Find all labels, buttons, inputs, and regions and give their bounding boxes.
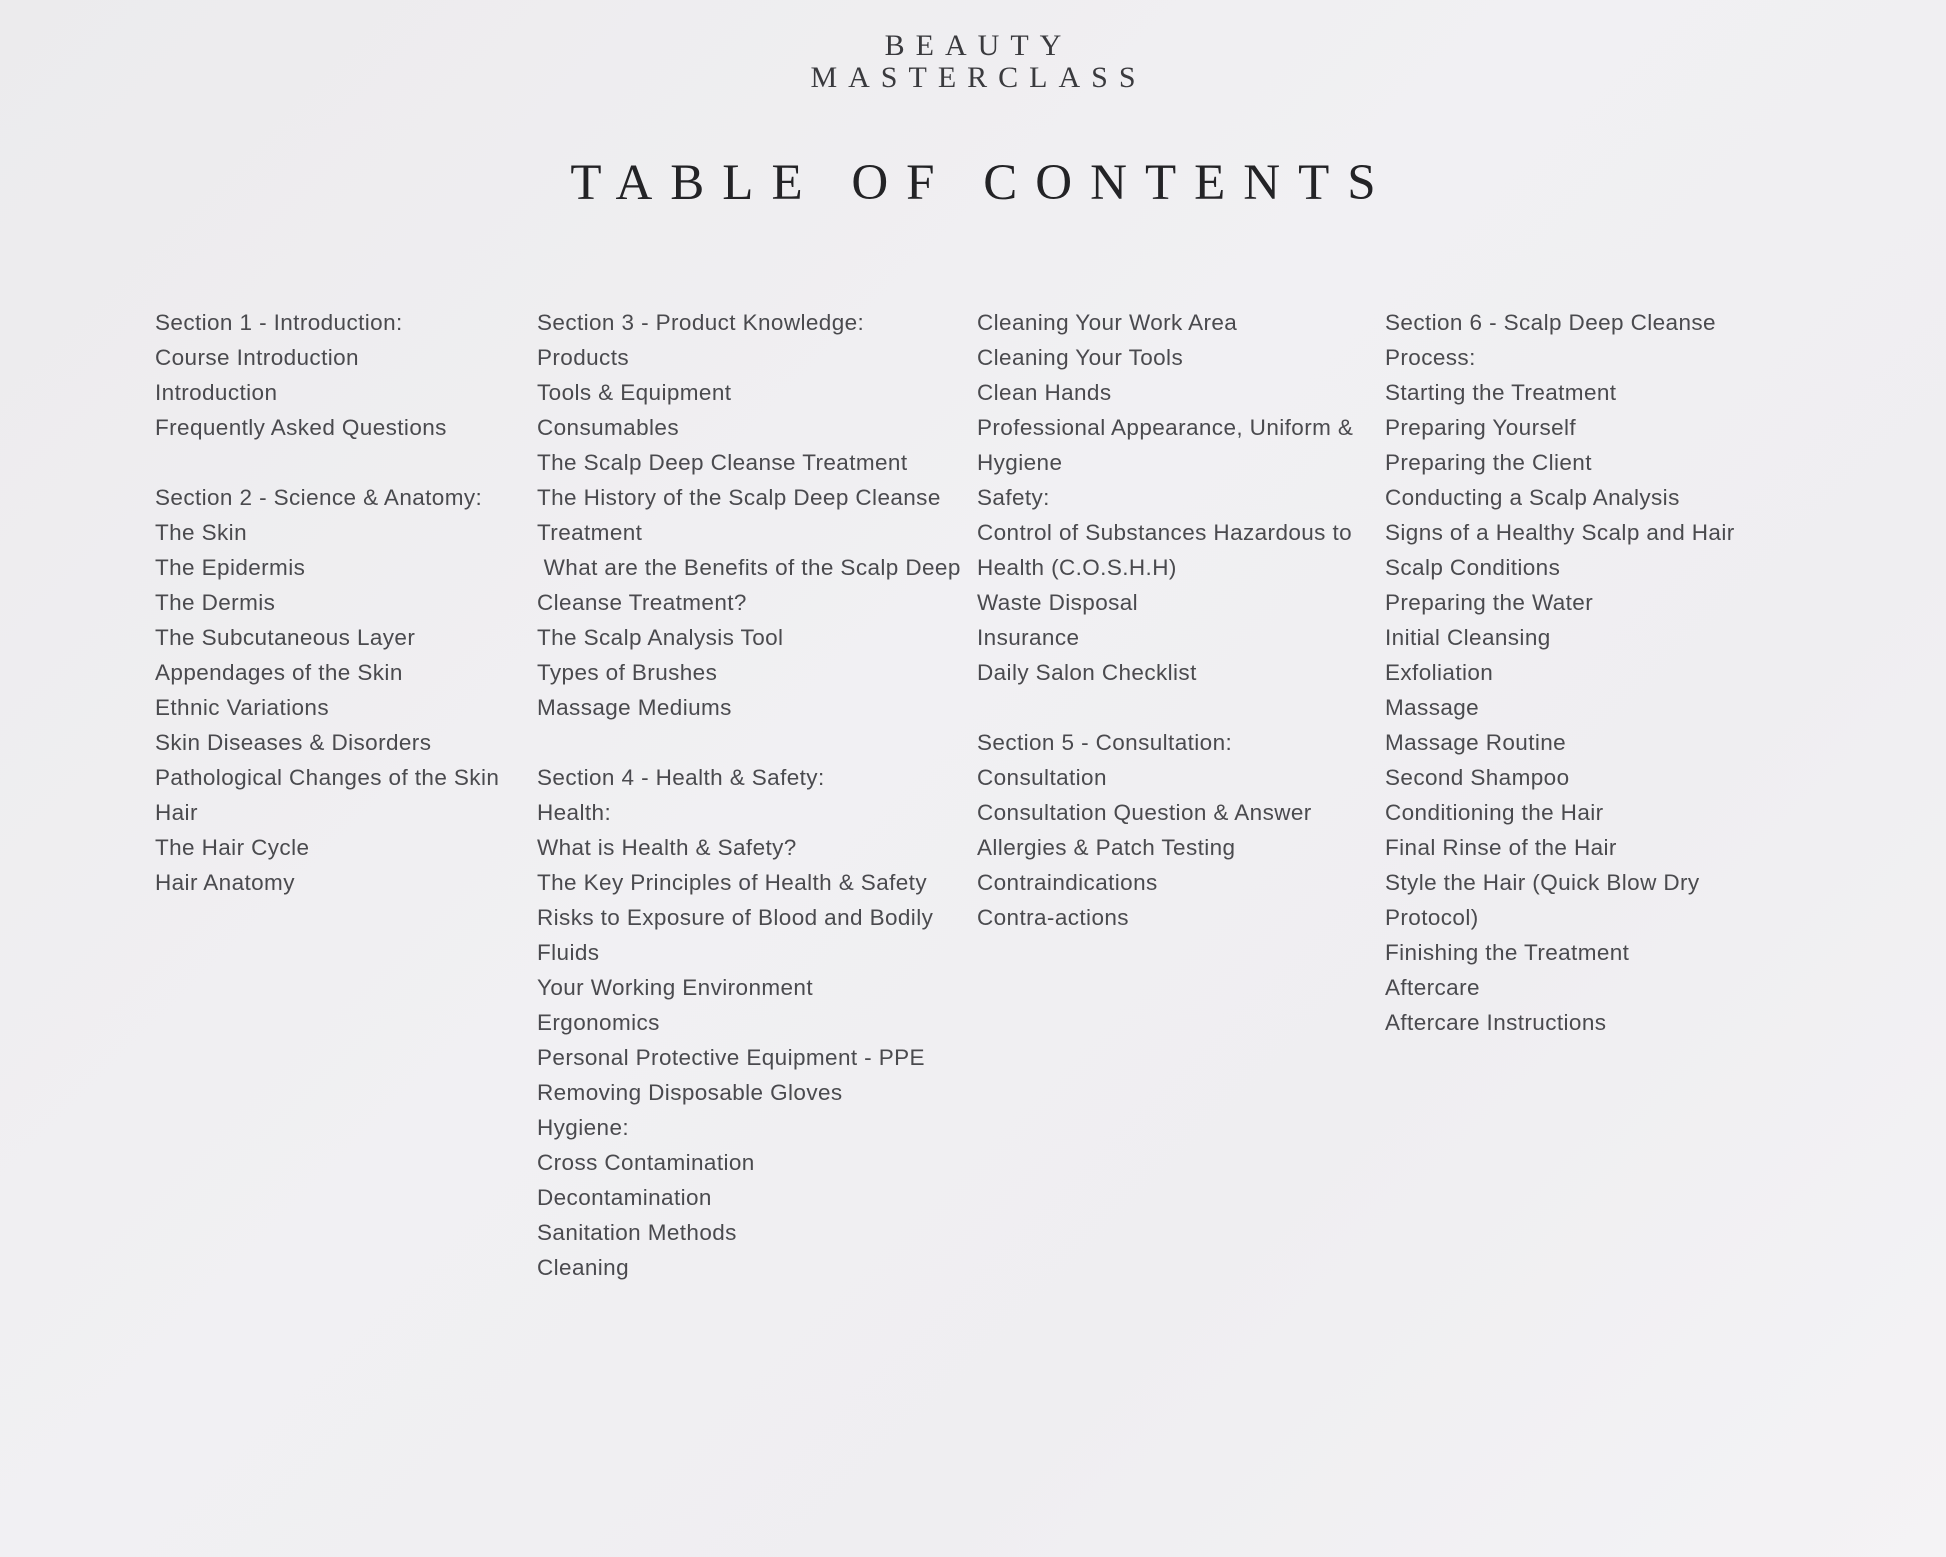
toc-entry: Ergonomics xyxy=(537,1010,660,1035)
toc-entry: Hair Anatomy xyxy=(155,870,295,895)
toc-entry: Types of Brushes xyxy=(537,660,718,685)
toc-entry: Cleaning Your Work Area xyxy=(977,310,1238,335)
toc-entry: Process: xyxy=(1385,345,1476,370)
toc-entry: Second Shampoo xyxy=(1385,765,1570,790)
toc-entry: Waste Disposal xyxy=(977,590,1139,615)
brand-line-2: MASTERCLASS xyxy=(810,61,1147,94)
toc-section-heading: Section 5 - Consultation: xyxy=(977,730,1233,755)
toc-entry: Scalp Conditions xyxy=(1385,555,1561,580)
toc-entry: Course Introduction xyxy=(155,345,359,370)
toc-entry: The Hair Cycle xyxy=(155,835,310,860)
toc-entry: The Scalp Analysis Tool xyxy=(537,625,784,650)
toc-entry: Cleanse Treatment? xyxy=(537,590,747,615)
toc-entry: Insurance xyxy=(977,625,1080,650)
toc-entry: Ethnic Variations xyxy=(155,695,329,720)
toc-entry: Conducting a Scalp Analysis xyxy=(1385,485,1680,510)
toc-entry: Introduction xyxy=(155,380,278,405)
toc-entry: The Key Principles of Health & Safety xyxy=(537,870,927,895)
toc-entry: Safety: xyxy=(977,485,1050,510)
toc-entry: Hygiene xyxy=(977,450,1063,475)
toc-column-2 xyxy=(537,305,977,1285)
toc-column-1 xyxy=(155,305,525,900)
toc-entry: Style the Hair (Quick Blow Dry xyxy=(1385,870,1700,895)
toc-entry: Fluids xyxy=(537,940,600,965)
toc-entry: Pathological Changes of the Skin xyxy=(155,765,500,790)
toc-section-heading: Section 2 - Science & Anatomy: xyxy=(155,485,483,510)
toc-entry: Preparing Yourself xyxy=(1385,415,1577,440)
toc-entry: Massage xyxy=(1385,695,1480,720)
brand-logo xyxy=(0,30,1946,94)
toc-entry: Aftercare Instructions xyxy=(1385,1010,1607,1035)
toc-entry: Cross Contamination xyxy=(537,1150,755,1175)
toc-entry: Daily Salon Checklist xyxy=(977,660,1197,685)
toc-spacer xyxy=(537,725,977,760)
toc-entry: Contra-actions xyxy=(977,905,1129,930)
toc-entry: Allergies & Patch Testing xyxy=(977,835,1236,860)
toc-column-4 xyxy=(1385,305,1785,1040)
toc-entry: Your Working Environment xyxy=(537,975,813,1000)
toc-entry: Massage Routine xyxy=(1385,730,1567,755)
toc-entry: The Scalp Deep Cleanse Treatment xyxy=(537,450,908,475)
toc-entry: Treatment xyxy=(537,520,643,545)
toc-entry: Professional Appearance, Uniform & xyxy=(977,415,1354,440)
toc-spacer xyxy=(155,445,525,480)
toc-entry: Consultation xyxy=(977,765,1107,790)
toc-entry: Conditioning the Hair xyxy=(1385,800,1604,825)
toc-entry: Risks to Exposure of Blood and Bodily xyxy=(537,905,934,930)
brand-line-1: BEAUTY xyxy=(884,29,1073,62)
toc-entry: Final Rinse of the Hair xyxy=(1385,835,1617,860)
toc-entry: Health (C.O.S.H.H) xyxy=(977,555,1177,580)
toc-section-heading: Section 6 - Scalp Deep Cleanse xyxy=(1385,310,1716,335)
toc-entry: Frequently Asked Questions xyxy=(155,415,447,440)
toc-entry: Hair xyxy=(155,800,198,825)
toc-entry: Cleaning Your Tools xyxy=(977,345,1184,370)
toc-entry: The History of the Scalp Deep Cleanse xyxy=(537,485,941,510)
toc-entry: Contraindications xyxy=(977,870,1158,895)
toc-section-heading: Section 3 - Product Knowledge: xyxy=(537,310,865,335)
toc-entry: Appendages of the Skin xyxy=(155,660,403,685)
toc-entry: Consultation Question & Answer xyxy=(977,800,1312,825)
toc-entry: Clean Hands xyxy=(977,380,1112,405)
toc-entry: Removing Disposable Gloves xyxy=(537,1080,843,1105)
toc-entry: Cleaning xyxy=(537,1255,630,1280)
toc-entry: Consumables xyxy=(537,415,679,440)
toc-section-heading: Section 1 - Introduction: xyxy=(155,310,403,335)
toc-entry: What are the Benefits of the Scalp Deep xyxy=(537,555,961,580)
toc-section-heading: Section 4 - Health & Safety: xyxy=(537,765,825,790)
page-title: TABLE OF CONTENTS xyxy=(570,155,1394,211)
toc-entry: Preparing the Client xyxy=(1385,450,1592,475)
toc-entry: Aftercare xyxy=(1385,975,1480,1000)
toc-entry: Initial Cleansing xyxy=(1385,625,1551,650)
toc-spacer xyxy=(977,690,1377,725)
toc-entry: Exfoliation xyxy=(1385,660,1494,685)
toc-entry: Sanitation Methods xyxy=(537,1220,737,1245)
toc-entry: Health: xyxy=(537,800,612,825)
toc-entry: Massage Mediums xyxy=(537,695,732,720)
toc-entry: Hygiene: xyxy=(537,1115,630,1140)
toc-entry: Personal Protective Equipment - PPE xyxy=(537,1045,925,1070)
toc-entry: What is Health & Safety? xyxy=(537,835,797,860)
toc-entry: Skin Diseases & Disorders xyxy=(155,730,432,755)
toc-entry: Preparing the Water xyxy=(1385,590,1594,615)
toc-entry: Decontamination xyxy=(537,1185,712,1210)
toc-entry: Protocol) xyxy=(1385,905,1479,930)
toc-entry: Products xyxy=(537,345,629,370)
toc-entry: The Epidermis xyxy=(155,555,306,580)
toc-entry: Signs of a Healthy Scalp and Hair xyxy=(1385,520,1735,545)
toc-column-3 xyxy=(977,305,1377,935)
toc-entry: Finishing the Treatment xyxy=(1385,940,1630,965)
toc-entry: Starting the Treatment xyxy=(1385,380,1617,405)
toc-entry: The Dermis xyxy=(155,590,276,615)
toc-entry: Tools & Equipment xyxy=(537,380,732,405)
toc-entry: The Subcutaneous Layer xyxy=(155,625,416,650)
toc-entry: Control of Substances Hazardous to xyxy=(977,520,1353,545)
toc-entry: The Skin xyxy=(155,520,247,545)
